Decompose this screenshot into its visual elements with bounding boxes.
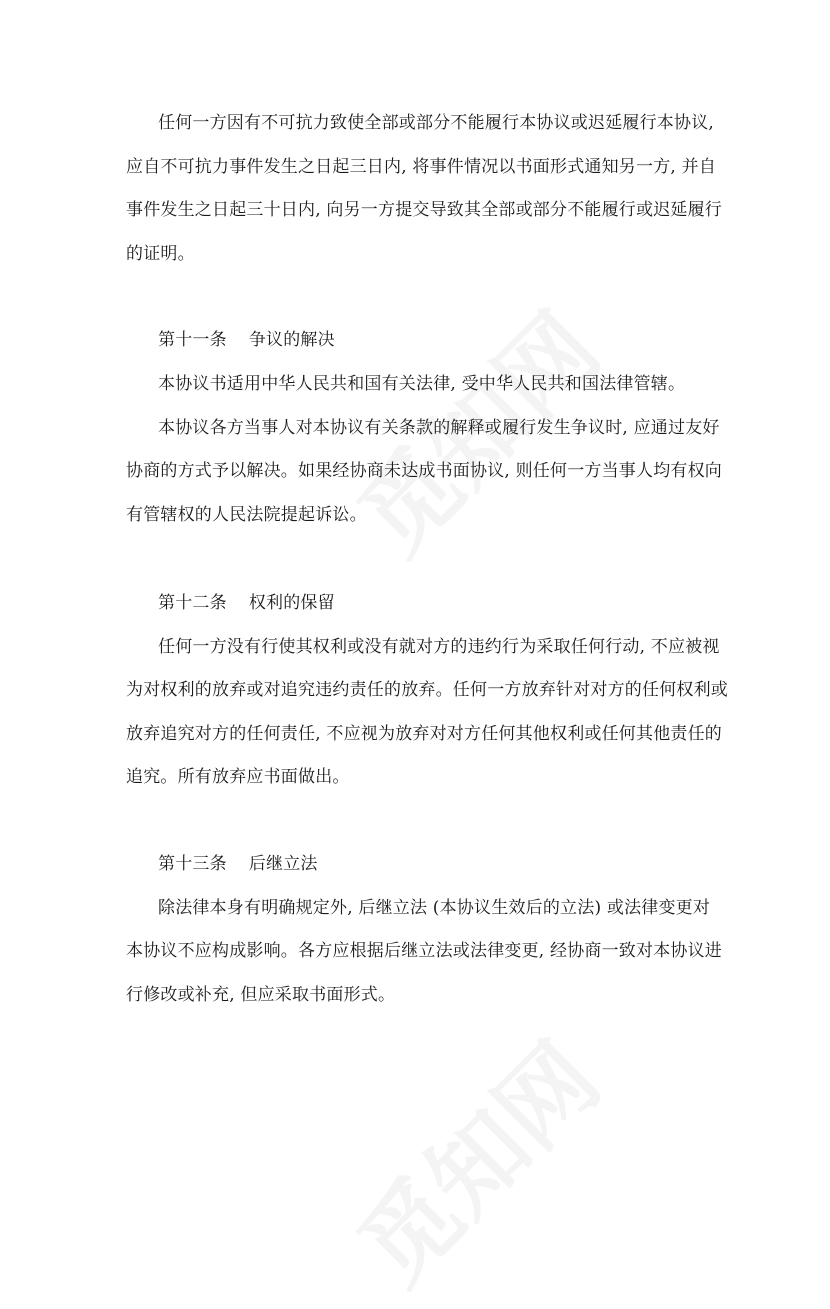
paragraph-line: 为对权利的放弃或对追究违约责任的放弃。任何一方放弃针对对方的任何权利或 — [126, 680, 728, 700]
paragraph-line: 任何一方因有不可抗力致使全部或部分不能履行本协议或迟延履行本协议, — [158, 113, 715, 133]
paragraph-line: 除法律本身有明确规定外, 后继立法 (本协议生效后的立法) 或法律变更对 — [158, 898, 711, 918]
paragraph-line: 本协议各方当事人对本协议有关条款的解释或履行发生争议时, 应通过友好 — [158, 418, 720, 438]
article-number: 第十三条 — [158, 854, 227, 874]
watermark — [324, 1008, 625, 1309]
paragraph-line: 本协议书适用中华人民共和国有关法律, 受中华人民共和国法律管辖。 — [158, 374, 686, 394]
paragraph-line: 本协议不应构成影响。各方应根据后继立法或法律变更, 经协商一致对本协议进 — [126, 941, 723, 961]
paragraph-line: 有管辖权的人民法院提起诉讼。 — [126, 505, 367, 525]
article-title: 权利的保留 — [248, 593, 335, 613]
paragraph-line: 追究。所有放弃应书面做出。 — [126, 767, 350, 787]
article-title: 后继立法 — [248, 854, 318, 874]
paragraph-line: 行修改或补充, 但应采取书面形式。 — [126, 985, 396, 1005]
article-heading — [158, 854, 318, 874]
paragraph-line: 事件发生之日起三十日内, 向另一方提交导致其全部或部分不能履行或迟延履行 — [126, 200, 723, 220]
paragraph-line: 放弃追究对方的任何责任, 不应视为放弃对对方任何其他权利或任何其他责任的 — [126, 724, 723, 744]
paragraph-line: 应自不可抗力事件发生之日起三日内, 将事件情况以书面形式通知另一方, 并自 — [126, 157, 717, 177]
paragraph-line: 的证明。 — [126, 244, 195, 264]
article-title: 争议的解决 — [248, 330, 335, 350]
article-heading — [158, 330, 335, 350]
article-number: 第十二条 — [158, 593, 227, 613]
article-number: 第十一条 — [158, 330, 227, 350]
article-heading — [158, 593, 335, 613]
paragraph-line: 任何一方没有行使其权利或没有就对方的违约行为采取任何行动, 不应被视 — [158, 637, 720, 657]
paragraph-line: 协商的方式予以解决。如果经协商未达成书面协议, 则任何一方当事人均有权向 — [126, 461, 723, 481]
